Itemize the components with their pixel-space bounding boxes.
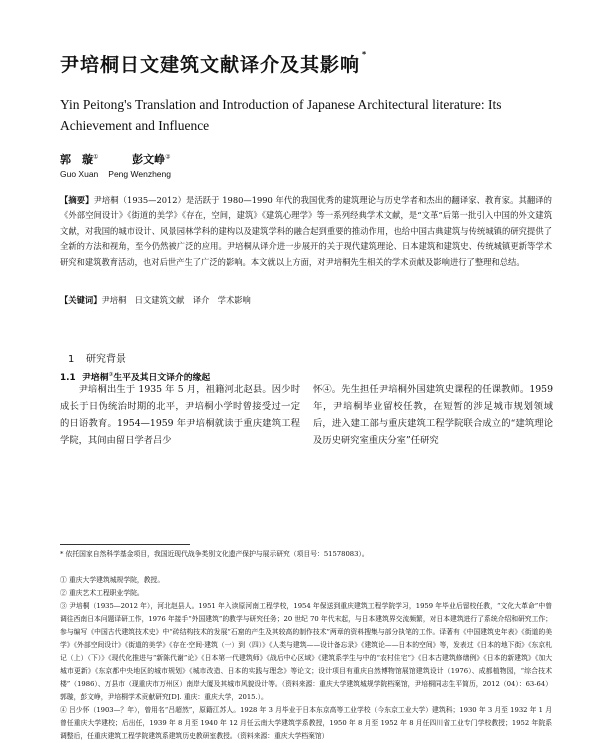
paper-title-text: 尹培桐日文建筑文献译介及其影响 [60, 54, 361, 76]
keywords-label: 【关键词】 [60, 295, 102, 305]
abstract [60, 193, 552, 270]
section-title: 研究背景 [86, 354, 126, 365]
author-2-sup: ② [165, 153, 171, 161]
abstract-label: 【摘要】 [60, 195, 94, 205]
subsection-title-b: 生平及其日文译介的缘起 [113, 373, 211, 383]
footnote-divider [60, 544, 190, 545]
section-heading [68, 350, 126, 365]
author-2-name: 彭文峥 [132, 153, 166, 166]
author-1-name: 郭 璇 [60, 153, 93, 166]
section-number: 1 [68, 354, 75, 365]
keywords-text: 尹培桐 日文建筑文献 译介 学术影响 [101, 295, 251, 305]
authors-cn [60, 151, 170, 167]
author-1-sup: ① [93, 153, 99, 161]
footnote-4: ④ 吕少怀（1903—？年），曾用名“吕超然”，原籍江苏人。1928 年 3 月毕业于日本东京高等工业学校（今东京工业大学）建筑科；1930 年 3 月至 1932 年 1 月曾任重庆大学建校；后出任，1939 年 8 月至 1940 年 12 月任云南大学建筑学系教授，1950 年 8 月至 1952 年 8 月任四川省工业专门学校教授；1952 年院系调整后，任重庆建筑工程学院建筑系建筑历史教研室教授。（资料来源：重庆大学档案馆） [60, 706, 552, 740]
footnote-3: ③ 尹培桐（1935—2012 年），河北赵县人。1951 年入读原河南工程学校，1954 年保送到重庆建筑工程学院学习，1959 年毕业后留校任教，“文化大革命”中曾调往西南日本问题译研工作，1976 年接手“外国建筑”的教学与研究任务；20 世纪 70 年代末起，与日本建筑界交流频繁，对日本建筑进行了系统介绍和研究工作；参与编写《中国古代建筑技术史》中“砖结构技术的发展”石窟的产生及其较高的制作技术”两章的资料搜集与部分执笔的工作。译著有《中国建筑史年表》《街道的美学》《外部空间设计》《街道的美学》《存在·空间·建筑（一）到（四）》《人类与建筑——设计备忘录》《建筑论——日本的空间》等，发表过《日本的地下街》《东京札记（上）（下）》《现代化推进与“新陈代谢”论》《日本第一代建筑师》《战后中心区域》《建筑系学生与中的“农村住宅”》《日本古建筑修缮例》《日本的新建筑》《加大城市更新》《东京都中央地区的城市规划》《城市改造、日本的实践与理念》等论文；设计项目有重庆自然博物馆展馆建筑设计（1976）、成都植物园，“综合技术楼”（1986）、万县市（现重庆市万州区）南岸大厦及其城市风貌设计等。（资料来源：重庆大学建筑城规学院档案馆，尹培桐同志生平简历，2012（04）：63-64）郭璇，彭文峥，尹培桐学术贡献研究[D]. 重庆：重庆大学，2015.）。 [60, 602, 552, 701]
footnote-2: ② 重庆艺术工程职业学院。 [60, 589, 144, 597]
subsection-number: 1.1 [60, 373, 76, 383]
paper-title [60, 50, 367, 77]
title-footnote-mark: * [362, 50, 368, 59]
body-column-left: 尹培桐出生于 1935 年 5 月，祖籍河北赵县。因少时成长于日伪统治时期的北平，尹培桐小学时曾接受过一定的日语教育。1954—1959 年尹培桐就读于重庆建筑工程学院，其间由留日学者吕少 [60, 384, 300, 446]
abstract-text: 尹培桐（1935—2012）是活跃于 1980—1990 年代的我国优秀的建筑理论与历史学者和杰出的翻译家、教育家。其翻译的《外部空间设计》《街道的美学》《存在，空间，建筑》《建筑心理学》等一系列经典学术文献，是“文革”后第一批引入中国的外文建筑文献，对我国的城市设计、风景园林学科的建构以及建筑学科的融合起到重要的推动作用，也给中国古典建筑与传统城镇的研究提供了全新的方法和视角，至今仍然被广泛的应用。尹培桐从译介进一步展开的关于现代建筑理论、日本建筑和建筑史、传统城镇更新等学术研究和建筑教育活动，也对后世产生了广泛的影响。本文就以上方面，对尹培桐先生相关的学术贡献及影响进行了整理和总结。 [60, 195, 552, 267]
footnotes-top [60, 548, 552, 561]
keywords [60, 293, 552, 308]
subsection-sup: ③ [108, 372, 114, 379]
footnote-1: ① 重庆大学建筑城规学院，教授。 [60, 576, 165, 584]
authors-en [60, 169, 171, 179]
footnotes [60, 574, 552, 743]
body-column-right: 怀④。先生担任尹培桐外国建筑史课程的任课教师。1959 年，尹培桐毕业留校任教，在短暂的涉足城市规划领域后，进入建工部与重庆建筑工程学院联合成立的“建筑理论及历史研究室重庆分室”任研究 [313, 384, 553, 446]
author-1-en: Guo Xuan [60, 169, 99, 179]
subsection-title-a: 尹培桐 [82, 373, 109, 383]
author-2-en: Peng Wenzheng [108, 169, 171, 179]
english-title: Yin Peitong's Translation and Introduction of Japanese Architectural literature: Its Achievement and Influence [60, 97, 502, 133]
footnote-funding: * 依托国家自然科学基金项目，我国近现代战争类别文化遗产保护与展示研究（项目号：51578083）。 [60, 550, 369, 558]
